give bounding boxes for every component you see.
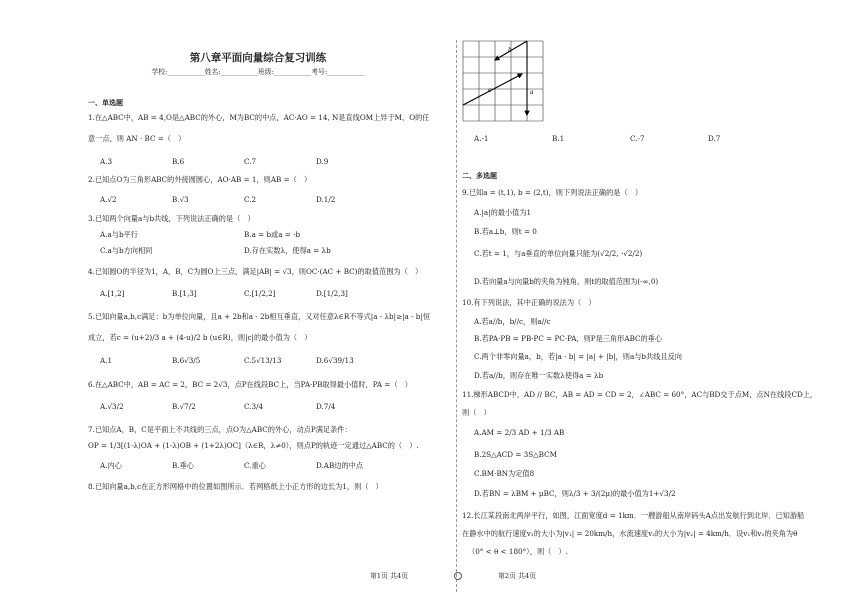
document-title: 第八章平面向量综合复习训练	[189, 52, 327, 64]
option-b: B.垂心	[172, 461, 194, 470]
question-4-options	[100, 290, 388, 299]
question-11-option-c: C.BM·BN为定值8	[474, 469, 535, 478]
option-a: A.-1	[474, 134, 489, 143]
question-7: 7.已知点A，B，C是平面上不共线的三点，点O为△ABC的外心，动点P满足条件：	[88, 425, 352, 434]
option-c: C.2	[244, 195, 257, 204]
option-a: A.3	[100, 157, 113, 166]
option-d: D.7	[708, 134, 721, 143]
page-footer-left: 第1页 共4页	[370, 572, 408, 580]
binding-hole-icon	[454, 572, 462, 580]
question-9-option-d: D.若向量a与向量b的夹角为钝角，则t的取值范围为(-∞,0)	[474, 277, 659, 286]
option-b: B.[1,3]	[172, 289, 197, 298]
question-8-options	[474, 135, 786, 144]
question-5-cont: 成立，若c = (u+2)/3 a + (4-u)/2 b (u∈R)，则|c|的最小值为（ ）	[88, 333, 312, 342]
page-divider	[456, 40, 457, 592]
question-4: 4.已知圆O的半径为1，A，B，C为圆O上三点，满足|AB| = √3，则OC·(AC + BC)的取值范围为（ ）	[88, 267, 423, 276]
question-8: 8.已知向量a,b,c在正方形网格中的位置如图所示．若网格纸上小正方形的边长为1，则（ ）	[88, 482, 383, 491]
option-a: A.a与b平行	[100, 230, 138, 239]
page-footer-right: 第2页 共4页	[498, 572, 536, 580]
question-2-options	[100, 196, 388, 205]
option-a: A.√2	[100, 195, 117, 204]
left-page	[88, 0, 431, 590]
question-11-option-a: A.AM = 2/3 AD + 1/3 AB	[474, 428, 565, 437]
question-6-options	[100, 403, 388, 412]
question-3-options-row1	[100, 231, 388, 240]
option-b: B.6	[172, 157, 185, 166]
option-b: B.6√3/5	[172, 356, 201, 365]
option-d: D.1/2	[316, 195, 336, 204]
question-10-option-d: D.若a//b，则存在唯一实数λ使得a = λb	[474, 371, 604, 380]
question-10-option-c: C.两个非零向量a，b，若|a - b| = |a| + |b|，则a与b共线且反向	[474, 352, 682, 361]
option-b: B.√7/2	[172, 402, 196, 411]
option-d: D.AB边的中点	[316, 461, 364, 470]
option-a: A.[1,2]	[100, 289, 125, 298]
option-c: C.a与b方向相同	[100, 246, 153, 255]
question-5-options	[100, 357, 388, 366]
question-9-option-c: C.若t = 1，与a垂直的单位向量只能为(√2/2, -√2/2)	[474, 249, 643, 258]
student-info-line: 学校:___________姓名:___________班级:___________考号:___________	[151, 68, 365, 76]
option-d: D.[1/2,3]	[316, 289, 348, 298]
option-b: B.a = b或a = -b	[244, 230, 301, 239]
question-9-option-b: B.若a⊥b，则t = 0	[474, 227, 537, 236]
option-d: D.9	[316, 157, 329, 166]
question-11-option-b: B.2S△ACD = 3S△BCM	[474, 450, 557, 459]
option-a: A.1	[100, 356, 113, 365]
question-11-option-d: D.若BN = λBM + μBC，则λ/3 + 3/(2μ)的最小值为1+√3/2	[474, 489, 676, 498]
question-3-options-row2	[100, 247, 388, 256]
option-c: C.-7	[630, 134, 645, 143]
question-6: 6.在△ABC中，AB = AC = 2，BC = 2√3，点P在线段BC上，当PA·PB取得最小值时，PA =（ ）	[88, 380, 412, 389]
section-multiple-choice: 二、多选题	[462, 172, 497, 180]
option-d: D.7/4	[316, 402, 336, 411]
question-7-options	[100, 462, 388, 471]
option-d: D.6√39/13	[316, 356, 354, 365]
question-5: 5.已知向量a,b,c满足：b为单位向量，且a + 2b和a - 2b相互垂直，又对任意λ∈R不等式|a - λb|≥|a - b|恒	[88, 312, 431, 321]
question-3: 3.已知两个向量a与b共线，下列说法正确的是（ ）	[88, 214, 255, 223]
option-d: D.存在实数λ，使得a = λb	[244, 246, 331, 255]
label-b: b	[508, 47, 512, 54]
question-11-cont: 则（ ）	[462, 408, 491, 417]
question-2: 2.已知点O为三角形ABC的外接圆圆心，AO·AB = 1，则AB =（ ）	[88, 175, 312, 184]
question-12-cont2: （0° < θ < 180°），则（ ）.	[468, 547, 568, 556]
label-c: c	[488, 87, 492, 94]
question-1-cont: 意一点，则 AN · BC =（ ）	[88, 134, 186, 143]
option-c: C.5√13/13	[244, 356, 282, 365]
question-10-option-b: B.若PA·PB = PB·PC = PC·PA，则P是三角形ABC的垂心	[474, 334, 663, 343]
option-c: C.重心	[244, 461, 266, 470]
question-1: 1.在△ABC中，AB = 4,O是△ABC的外心，M为BC的中点，AC·AO = 14, N是直线OM上异于M、O的任	[88, 113, 430, 122]
option-a: A.√3/2	[100, 402, 124, 411]
label-a: a	[530, 89, 534, 96]
option-c: C.[1/2,2]	[244, 289, 276, 298]
section-single-choice: 一、单选题	[88, 99, 123, 107]
question-10: 10.有下列说法，其中正确的说法为（ ）	[462, 298, 596, 307]
option-b: B.√3	[172, 195, 189, 204]
question-10-option-a: A.若a//b，b//c，则a//c	[474, 317, 551, 326]
question-9: 9.已知a = (t,1), b = (2,t)，则下列说法正确的是（ ）	[462, 188, 643, 197]
question-1-options	[100, 158, 388, 167]
question-7-cont: OP = 1/3[(1-λ)OA + (1-λ)OB + (1+2λ)OC]（λ∈R，λ≠0），则点P的轨迹一定通过△ABC的（ ）.	[88, 441, 419, 450]
question-12: 12.长江某段南北两岸平行，如图，江面宽度d = 1km．一艘游船从南岸码头A点出发航行到北岸．已知游船	[462, 511, 805, 520]
option-c: C.3/4	[244, 402, 264, 411]
option-b: B.1	[552, 134, 565, 143]
right-page	[462, 0, 818, 590]
question-9-option-a: A.|a|的最小值为1	[474, 208, 532, 217]
option-a: A.内心	[100, 461, 122, 470]
option-c: C.7	[244, 157, 257, 166]
question-11: 11.梯形ABCD中，AD // BC，AB = AD = CD = 2，∠ABC = 60°，AC与BD交于点M，点N在线段CD上，	[462, 390, 818, 399]
question-12-cont: 在静水中的航行速度v₁的大小为|v₁| = 20km/h，水流速度v₂的大小为|v₂| = 4km/h．设v₁和v₂的夹角为θ	[462, 529, 798, 538]
